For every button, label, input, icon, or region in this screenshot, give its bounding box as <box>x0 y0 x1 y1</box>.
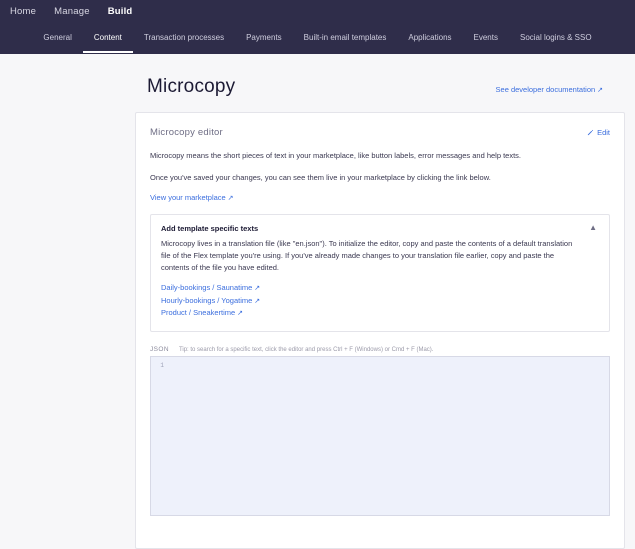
json-code-editor[interactable] <box>150 356 610 516</box>
navbar-item-manage[interactable]: Manage <box>54 6 90 18</box>
card-header <box>150 127 610 138</box>
developer-documentation-link[interactable]: See developer documentation ↗ <box>496 85 603 98</box>
card-paragraph-2: Once you've saved your changes, you can see them live in your marketplace by clicking the link below. <box>150 172 491 182</box>
tab-events[interactable]: Events <box>473 33 498 42</box>
panel-header[interactable] <box>161 224 599 282</box>
view-marketplace-link[interactable]: View your marketplace ↗ <box>150 193 234 202</box>
content-column <box>125 54 635 495</box>
navbar-item-home[interactable]: Home <box>10 6 37 18</box>
tab-built-in-email-templates[interactable]: Built-in email templates <box>303 33 387 42</box>
template-links <box>161 282 599 320</box>
card-wrapper <box>125 108 635 549</box>
editor-header <box>150 346 610 353</box>
chevron-up-icon[interactable]: ▲ <box>589 223 597 233</box>
tab-general[interactable]: General <box>43 33 72 42</box>
editor-code-area[interactable] <box>167 357 609 515</box>
editor-language-label: JSON <box>150 345 169 353</box>
editor-search-hint: Tip: to search for a specific text, click the editor and press Ctrl + F (Windows) or Cmd + F (Mac). <box>178 346 434 353</box>
editor-line-numbers: 1 <box>151 357 167 515</box>
secondary-navbar <box>0 24 635 54</box>
tab-payments[interactable]: Payments <box>246 33 282 42</box>
panel-header-text <box>161 224 581 282</box>
navbar-item-build[interactable]: Build <box>107 6 133 18</box>
template-link-sneakertime[interactable]: Product / Sneakertime ↗ <box>161 307 599 320</box>
page-header <box>125 54 635 108</box>
template-link-saunatime[interactable]: Daily-bookings / Saunatime ↗ <box>161 282 599 295</box>
edit-button[interactable] <box>587 128 610 137</box>
tab-transaction-processes[interactable]: Transaction processes <box>143 33 225 42</box>
pencil-icon <box>587 129 594 136</box>
panel-title: Add template specific texts <box>161 224 259 234</box>
panel-body: Microcopy lives in a translation file (like "en.json"). To initialize the editor, copy and paste the contents of a default translation file of the Flex template you're using. If you've already made changes to your translation file earlier, copy and paste the contents of the file you have edited. <box>161 239 573 272</box>
page-body <box>0 54 635 495</box>
card-paragraph-1: Microcopy means the short pieces of text in your marketplace, like button labels, error messages and help texts. <box>150 151 522 160</box>
left-gutter <box>0 54 125 495</box>
edit-button-label: Edit <box>597 128 610 137</box>
tab-content[interactable]: Content <box>83 24 133 53</box>
microcopy-editor-card <box>135 112 625 549</box>
card-title: Microcopy editor <box>150 127 223 138</box>
page-title: Microcopy <box>147 76 236 97</box>
primary-navbar <box>0 0 635 24</box>
add-template-texts-panel <box>150 214 610 332</box>
tab-social-logins-sso[interactable]: Social logins & SSO <box>519 33 592 42</box>
tab-applications[interactable]: Applications <box>408 33 452 42</box>
marketplace-link-row <box>150 193 610 202</box>
template-link-yogatime[interactable]: Hourly-bookings / Yogatime ↗ <box>161 295 599 308</box>
